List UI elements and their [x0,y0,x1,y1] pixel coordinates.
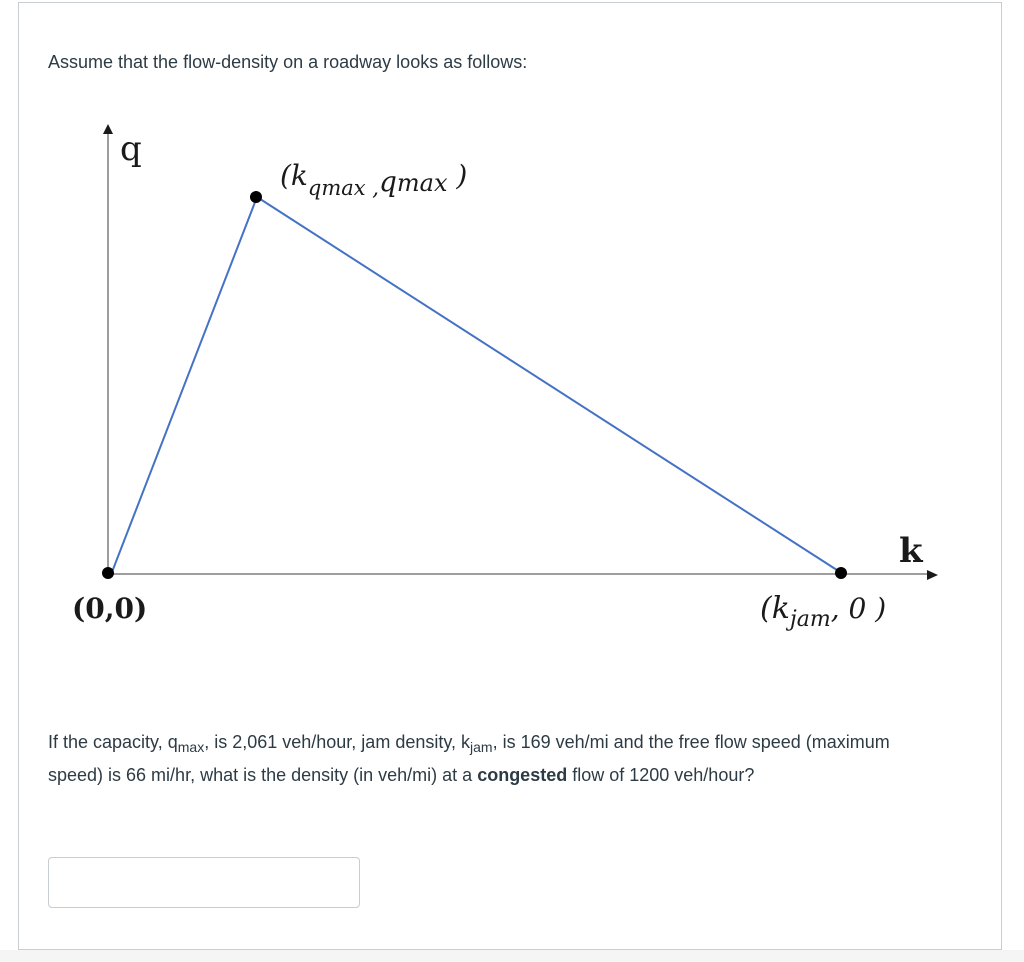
x-axis-label: k [899,531,923,571]
capacity-point [250,191,262,203]
svg-text:(kqmax ,qmax ): ($k_{qmax}$ ,qmax ) [280,159,468,200]
congested-line [257,197,840,572]
y-axis-arrow-icon [103,124,113,134]
jam-label [760,591,886,632]
origin-point [102,567,114,579]
x-axis-arrow-icon [927,570,938,580]
answer-input[interactable] [48,857,360,908]
y-axis-label: q [120,129,142,169]
free-flow-line [112,197,257,572]
svg-text:(kjam, 0 ): ($k_{jam}$, 0 ) [760,591,887,632]
bottom-strip [0,950,1024,962]
capacity-label [280,159,467,200]
intro-text: Assume that the flow-density on a roadway looks as follows: [48,52,528,72]
jam-point [835,567,847,579]
congested-emphasis: congested [477,765,568,785]
origin-label: (0,0) [72,592,148,625]
question-text: If the capacity, $q_{max}$, is 2,061 veh/hour, jam density, $k_{jam}$, is 169 veh/mi and the free flow speed (maximum speed) is 66 mi/hr, what is the density (in veh/mi) at a congested flow of 1200 veh/hour? [48,732,890,785]
